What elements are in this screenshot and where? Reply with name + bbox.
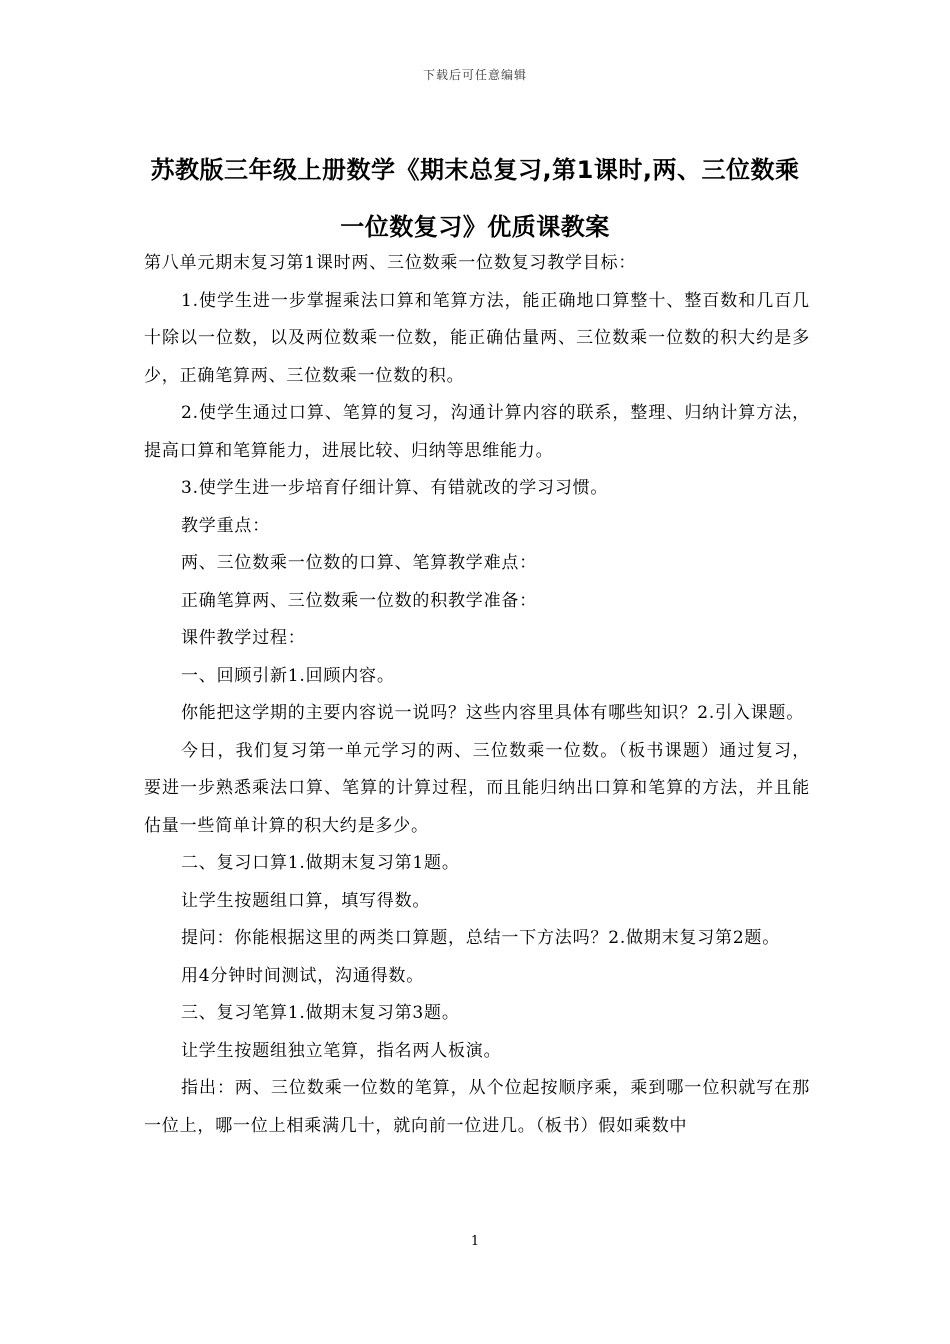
paragraph: 指出：两、三位数乘一位数的笔算，从个位起按顺序乘，乘到哪一位积就写在那一位上，哪一位上相乘满几十，就向前一位进几。（板书）假如乘数中 (144, 1078, 810, 1136)
paragraph: 2.使学生通过口算、笔算的复习，沟通计算内容的联系，整理、归纳计算方法，提高口算和笔算能力，进展比较、归纳等思维能力。 (144, 403, 810, 461)
page-number: 1 (470, 1234, 480, 1249)
paragraph: 一、回顾引新1.回顾内容。 (181, 665, 395, 686)
paragraph: 二、复习口算1.做期末复习第1题。 (181, 853, 460, 873)
paragraph: 三、复习笔算1.做期末复习第3题。 (181, 1003, 460, 1023)
header-note: 下载后可任意编辑 (422, 68, 527, 82)
paragraph: 1.使学生进一步掌握乘法口算和笔算方法，能正确地口算整十、整百数和几百几十除以一位数，以及两位数乘一位数，能正确估量两、三位数乘一位数的积大约是多少，正确笔算两、三位数乘一位数的积。 (144, 290, 810, 386)
paragraph: 让学生按题组口算，填写得数。 (181, 890, 431, 911)
paragraph: 提问：你能根据这里的两类口算题，总结一下方法吗？2.做期末复习第2题。 (181, 928, 781, 948)
paragraph: 让学生按题组独立笔算，指名两人板演。 (181, 1040, 502, 1061)
paragraph: 教学重点： (181, 515, 270, 536)
document-body (144, 245, 810, 1145)
paragraph: 3.使学生进一步培育仔细计算、有错就改的学习习惯。 (181, 478, 609, 498)
paragraph: 正确笔算两、三位数乘一位数的积教学准备： (181, 590, 537, 611)
paragraph: 今日，我们复习第一单元学习的两、三位数乘一位数。（板书课题）通过复习，要进一步熟悉乘法口算、笔算的计算过程，而且能归纳出口算和笔算的方法，并且能估量一些简单计算的积大约是多少。 (144, 740, 810, 836)
paragraph: 课件教学过程： (181, 628, 306, 648)
paragraph: 你能把这学期的主要内容说一说吗？这些内容里具体有哪些知识？2.引入课题。 (181, 703, 805, 723)
paragraph: 第八单元期末复习第1课时两、三位数乘一位数复习教学目标： (144, 253, 637, 273)
document-title: 苏教版三年级上册数学《期末总复习,第1课时,两、三位数乘一位数复习》优质课教案 (150, 156, 800, 241)
paragraph: 两、三位数乘一位数的口算、笔算教学难点： (181, 553, 537, 573)
paragraph: 用4分钟时间测试，沟通得数。 (181, 965, 425, 986)
